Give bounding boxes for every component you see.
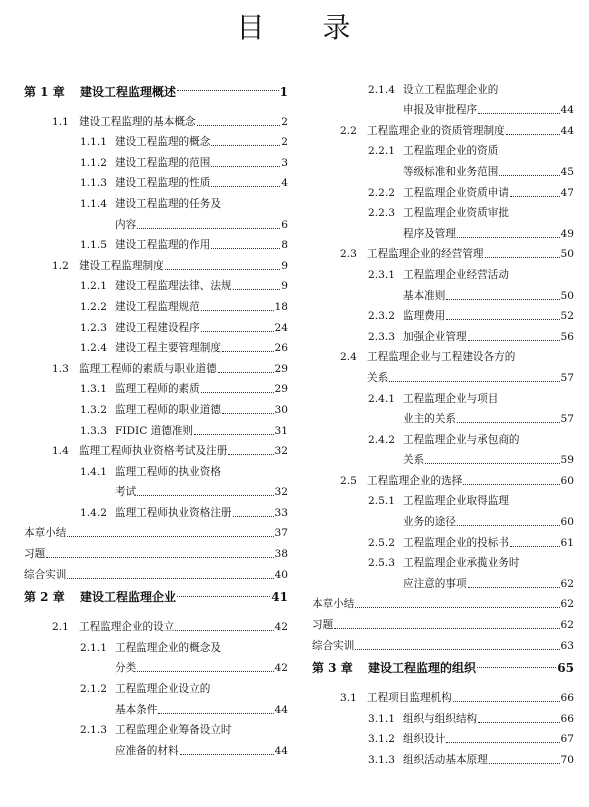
toc-page-number: 57	[560, 371, 574, 384]
toc-entry-number: 2.2	[340, 124, 357, 137]
toc-entry	[312, 282, 574, 303]
toc-entry-title: 建设工程监理制度	[79, 259, 164, 272]
toc-page-number: 57	[560, 413, 574, 426]
toc-entry	[312, 426, 574, 447]
toc-entry	[312, 685, 574, 706]
toc-entry-title: 组织设计	[403, 733, 446, 746]
toc-entry-title: 建设工程监理的组织	[368, 661, 477, 676]
toc-entry	[24, 232, 288, 253]
toc-dot-leader	[177, 596, 270, 597]
toc-entry	[24, 252, 288, 273]
toc-dot-leader	[506, 134, 560, 135]
toc-page-number: 62	[560, 577, 574, 590]
toc-page-number: 40	[274, 568, 288, 581]
toc-dot-leader	[194, 434, 273, 435]
toc-entry	[312, 488, 574, 509]
toc-entry	[312, 138, 574, 159]
toc-entry	[24, 376, 288, 397]
toc-dot-leader	[218, 372, 274, 373]
toc-entry-number: 2.3.3	[368, 330, 395, 343]
toc-entry-number: 1.2.2	[80, 300, 107, 313]
toc-entry-title: 综合实训	[24, 568, 67, 581]
toc-entry-title: 业务的途径	[403, 516, 456, 529]
toc-page-number: 8	[281, 239, 288, 252]
toc-entry-title: 工程监理企业的资质	[403, 145, 499, 158]
toc-entry	[312, 158, 574, 179]
toc-dot-leader	[201, 310, 274, 311]
toc-entry-number: 3.1.2	[368, 733, 395, 746]
toc-dot-leader	[510, 196, 560, 197]
toc-entry	[24, 561, 288, 582]
toc-entry	[24, 614, 288, 635]
toc-entry-number: 2.4.1	[368, 392, 395, 405]
toc-entry	[312, 323, 574, 344]
toc-entry-title: 监理工程师执业资格考试及注册	[79, 445, 228, 458]
toc-entry-title: 工程监理企业设立的	[115, 683, 211, 696]
toc-entry-title: 建设工程监理的性质	[115, 177, 211, 190]
toc-page-number: 38	[274, 548, 288, 561]
toc-entry-number: 1.4	[52, 445, 69, 458]
toc-entry-number: 1.2.4	[80, 342, 107, 355]
toc-dot-leader	[137, 671, 273, 672]
toc-entry-title: 设立工程监理企业的	[403, 83, 499, 96]
toc-page-number: 18	[274, 300, 288, 313]
toc-entry-number: 1.1.3	[80, 177, 107, 190]
toc-dot-leader	[457, 237, 560, 238]
toc-entry-number: 2.2.3	[368, 207, 395, 220]
toc-entry-title: 工程监理企业的设立	[79, 621, 175, 634]
toc-entry-number: 3.1	[340, 692, 357, 705]
toc-entry-number: 1.1.1	[80, 136, 107, 149]
toc-dot-leader	[197, 125, 281, 126]
toc-entry-number: 1.4.1	[80, 465, 107, 478]
toc-page-number: 62	[560, 598, 574, 611]
toc-entry	[312, 705, 574, 726]
toc-entry	[312, 508, 574, 529]
toc-entry-number: 1.1.5	[80, 239, 107, 252]
toc-entry-title: 建设工程监理的范围	[115, 156, 211, 169]
toc-entry-title: 监理工程师的素质	[115, 383, 200, 396]
toc-entry-title: 本章小结	[24, 527, 67, 540]
toc-page-number: 61	[560, 536, 574, 549]
toc-entry	[24, 717, 288, 738]
toc-entry-title: 工程监理企业的概念及	[115, 641, 221, 654]
toc-page-number: 63	[560, 639, 574, 652]
toc-entry-title: 工程监理企业资质审批	[403, 207, 509, 220]
toc-dot-leader	[158, 713, 273, 714]
toc-left-column	[24, 76, 288, 758]
toc-entry-number: 2.1	[52, 621, 69, 634]
toc-entry	[24, 540, 288, 561]
toc-page-number: 32	[274, 445, 288, 458]
toc-entry-number: 1.3	[52, 362, 69, 375]
toc-entry-title: 监理工程师的素质与职业道德	[79, 362, 217, 375]
toc-page-number: 24	[274, 321, 288, 334]
toc-entry-title: 监理工程师的执业资格	[115, 465, 221, 478]
toc-entry	[24, 211, 288, 232]
toc-entry-number: 1.1.2	[80, 156, 107, 169]
toc-entry-title: 建设工程监理的基本概念	[79, 115, 196, 128]
toc-dot-leader	[355, 607, 559, 608]
toc-entry	[312, 385, 574, 406]
toc-entry-number: 2.2.1	[368, 145, 395, 158]
toc-entry-title: 工程监理企业取得监理	[403, 495, 509, 508]
toc-entry-title: 监理工程师的职业道德	[115, 403, 221, 416]
toc-entry-title: 工程监理企业资质申请	[403, 186, 509, 199]
toc-dot-leader	[211, 166, 280, 167]
toc-entry-number: 2.5.2	[368, 536, 395, 549]
toc-page-number: 44	[274, 744, 288, 757]
toc-dot-leader	[137, 228, 280, 229]
toc-entry	[312, 76, 574, 97]
toc-entry	[24, 108, 288, 129]
toc-entry	[24, 293, 288, 314]
toc-page-number: 49	[560, 227, 574, 240]
toc-page-number: 2	[281, 136, 288, 149]
toc-entry-title: 综合实训	[312, 639, 355, 652]
toc-dot-leader	[485, 257, 560, 258]
toc-dot-leader	[446, 299, 559, 300]
toc-entry	[24, 634, 288, 655]
toc-entry	[24, 314, 288, 335]
toc-dot-leader	[468, 587, 560, 588]
toc-entry-number: 2.4	[340, 351, 357, 364]
toc-page-number: 2	[281, 115, 288, 128]
toc-entry-number: 第 1 章	[24, 84, 65, 99]
toc-entry-title: 工程监理企业的资质管理制度	[367, 124, 505, 137]
toc-dot-leader	[425, 463, 559, 464]
toc-entry-number: 2.1.2	[80, 683, 107, 696]
toc-page-number: 62	[560, 619, 574, 632]
toc-dot-leader	[211, 145, 280, 146]
toc-page-number: 29	[274, 383, 288, 396]
toc-entry-number: 1.3.1	[80, 383, 107, 396]
toc-entry-title: 建设工程主要管理制度	[115, 342, 221, 355]
toc-entry-title: 分类	[115, 662, 137, 675]
toc-entry-title: 基本条件	[115, 703, 158, 716]
toc-entry-number: 2.1.3	[80, 724, 107, 737]
toc-entry	[24, 655, 288, 676]
toc-page-number: 67	[560, 733, 574, 746]
toc-page-number: 66	[560, 692, 574, 705]
toc-page-number: 66	[560, 712, 574, 725]
toc-entry	[312, 550, 574, 571]
toc-entry-title: 习题	[312, 619, 334, 632]
toc-page-number: 26	[274, 342, 288, 355]
title-char-2: 录	[322, 11, 353, 44]
toc-dot-leader	[201, 392, 274, 393]
toc-entry	[24, 273, 288, 294]
toc-entry	[24, 129, 288, 150]
toc-entry	[24, 675, 288, 696]
toc-entry	[312, 364, 574, 385]
toc-entry-title: 等级标准和业务范围	[403, 165, 499, 178]
toc-entry-title: 建设工程监理企业	[80, 590, 177, 605]
toc-entry-number: 3.1.3	[368, 754, 395, 766]
toc-entry-title: 工程监理企业承揽业务时	[403, 557, 520, 570]
toc-entry	[24, 737, 288, 758]
toc-entry-title: 应准备的材料	[115, 744, 179, 757]
toc-entry	[24, 499, 288, 520]
toc-page-number: 56	[560, 330, 574, 343]
toc-entry-title: 组织活动基本原理	[403, 754, 488, 766]
toc-page-number: 33	[274, 506, 288, 519]
toc-dot-leader	[355, 649, 559, 650]
toc-page-number: 3	[281, 156, 288, 169]
toc-entry-title: 工程监理企业经营活动	[403, 268, 509, 281]
toc-entry-title: 关系	[367, 371, 389, 384]
toc-entry-title: 本章小结	[312, 598, 355, 611]
toc-entry	[312, 726, 574, 747]
toc-entry	[24, 355, 288, 376]
toc-entry	[312, 529, 574, 550]
toc-entry-number: 2.5.1	[368, 495, 395, 508]
toc-dot-leader	[463, 484, 559, 485]
toc-dot-leader	[446, 319, 559, 320]
toc-entry-title: 习题	[24, 548, 46, 561]
toc-entry-number: 第 2 章	[24, 590, 65, 605]
toc-dot-leader	[334, 628, 559, 629]
toc-page-number: 70	[560, 754, 574, 766]
toc-entry-number: 2.3.2	[368, 310, 395, 323]
toc-dot-leader	[201, 331, 274, 332]
toc-entry-number: 1.3.3	[80, 424, 107, 437]
toc-page-number: 37	[274, 527, 288, 540]
toc-entry-number: 2.3	[340, 248, 357, 261]
toc-entry-title: 业主的关系	[403, 413, 456, 426]
toc-entry	[312, 653, 574, 685]
toc-entry-title: 程序及管理	[403, 227, 456, 240]
toc-page-number: 50	[560, 248, 574, 261]
toc-entry-number: 2.5	[340, 474, 357, 487]
toc-entry-number: 1.4.2	[80, 506, 107, 519]
toc-entry-number: 2.1.1	[80, 641, 107, 654]
toc-entry-title: 考试	[115, 486, 137, 499]
toc-entry-title: 应注意的事项	[403, 577, 467, 590]
toc-entry-title: 建设工程监理的任务及	[115, 197, 221, 210]
toc-entry-title: 工程监理企业的投标书	[403, 536, 509, 549]
toc-dot-leader	[499, 175, 559, 176]
toc-entry	[24, 417, 288, 438]
toc-dot-leader	[468, 340, 560, 341]
toc-entry-title: 工程监理企业的经营管理	[367, 248, 484, 261]
toc-page-number: 44	[560, 104, 574, 117]
page-title	[0, 6, 589, 46]
toc-entry	[312, 467, 574, 488]
toc-dot-leader	[457, 422, 560, 423]
toc-page-number: 9	[281, 259, 288, 272]
toc-entry-title: 建设工程监理概述	[80, 84, 177, 99]
toc-dot-leader	[478, 113, 559, 114]
toc-dot-leader	[165, 269, 281, 270]
toc-dot-leader	[222, 351, 274, 352]
toc-dot-leader	[477, 667, 556, 668]
toc-entry	[312, 406, 574, 427]
toc-entry-number: 1.2	[52, 259, 69, 272]
toc-page-number: 44	[560, 124, 574, 137]
toc-entry	[312, 200, 574, 221]
toc-entry	[312, 570, 574, 591]
toc-page-number: 41	[271, 590, 288, 605]
toc-entry-title: 工程监理企业的选择	[367, 474, 463, 487]
toc-entry	[312, 117, 574, 138]
toc-entry	[312, 591, 574, 612]
toc-entry	[24, 335, 288, 356]
toc-dot-leader	[478, 722, 559, 723]
toc-dot-leader	[175, 630, 273, 631]
toc-entry-title: 建设工程监理法律、法规	[115, 280, 232, 293]
toc-entry-title: 加强企业管理	[403, 330, 467, 343]
toc-dot-leader	[446, 742, 559, 743]
toc-dot-leader	[46, 557, 273, 558]
toc-page-number: 45	[560, 165, 574, 178]
toc-entry	[24, 479, 288, 500]
toc-entry	[312, 447, 574, 468]
toc-page-number: 47	[560, 186, 574, 199]
toc-dot-leader	[510, 546, 560, 547]
toc-entry	[312, 303, 574, 324]
toc-entry	[312, 97, 574, 118]
toc-dot-leader	[453, 701, 560, 702]
toc-entry	[312, 632, 574, 653]
toc-entry-number: 1.3.2	[80, 403, 107, 416]
toc-page-number: 29	[274, 362, 288, 375]
toc-page-number: 59	[560, 454, 574, 467]
toc-dot-leader	[228, 454, 273, 455]
toc-entry	[24, 76, 288, 108]
toc-page-number: 42	[274, 621, 288, 634]
toc-entry-number: 1.2.3	[80, 321, 107, 334]
toc-page-number: 65	[557, 661, 574, 676]
toc-entry	[312, 344, 574, 365]
toc-entry-title: 组织与组织结构	[403, 712, 478, 725]
toc-entry-title: 工程监理企业与项目	[403, 392, 499, 405]
toc-dot-leader	[489, 763, 560, 764]
toc-entry-title: 工程监理企业筹备设立时	[115, 724, 232, 737]
toc-dot-leader	[211, 186, 280, 187]
toc-entry-title: 工程监理企业与工程建设各方的	[367, 351, 516, 364]
toc-entry-title: 关系	[403, 454, 425, 467]
toc-entry-number: 2.2.2	[368, 186, 395, 199]
toc-entry	[24, 696, 288, 717]
toc-page-number: 31	[274, 424, 288, 437]
toc-entry	[24, 149, 288, 170]
toc-entry-number: 2.4.2	[368, 433, 395, 446]
toc-entry	[312, 611, 574, 632]
toc-dot-leader	[177, 90, 279, 91]
toc-dot-leader	[457, 525, 560, 526]
toc-page-number: 4	[281, 177, 288, 190]
toc-page-number: 60	[560, 474, 574, 487]
toc-dot-leader	[137, 495, 273, 496]
toc-entry-title: 建设工程监理的概念	[115, 136, 211, 149]
toc-page-number: 9	[281, 280, 288, 293]
toc-page-number: 32	[274, 486, 288, 499]
toc-entry-number: 1.2.1	[80, 280, 107, 293]
toc-page-number: 50	[560, 289, 574, 302]
toc-dot-leader	[222, 413, 274, 414]
toc-entry	[24, 438, 288, 459]
toc-dot-leader	[389, 381, 559, 382]
toc-page-number: 52	[560, 310, 574, 323]
toc-dot-leader	[180, 754, 274, 755]
toc-page-number: 42	[274, 662, 288, 675]
toc-entry	[312, 241, 574, 262]
toc-entry-number: 1.1	[52, 115, 69, 128]
toc-dot-leader	[211, 248, 280, 249]
toc-page-number: 1	[279, 84, 288, 99]
toc-entry	[312, 261, 574, 282]
toc-entry	[24, 190, 288, 211]
toc-entry-title: 基本准则	[403, 289, 446, 302]
toc-page-number: 60	[560, 516, 574, 529]
toc-entry-title: 建设工程监理规范	[115, 300, 200, 313]
toc-entry	[24, 458, 288, 479]
toc-right-column	[312, 76, 574, 767]
toc-entry-number: 2.5.3	[368, 557, 395, 570]
toc-entry-number: 第 3 章	[312, 661, 353, 676]
toc-dot-leader	[233, 289, 281, 290]
toc-dot-leader	[67, 578, 273, 579]
toc-page-number: 30	[274, 403, 288, 416]
toc-entry	[312, 746, 574, 767]
toc-entry	[24, 582, 288, 614]
toc-entry-title: FIDIC 道德准则	[115, 424, 194, 437]
toc-entry	[312, 179, 574, 200]
toc-entry-title: 申报及审批程序	[403, 104, 478, 117]
toc-entry-title: 监理工程师执业资格注册	[115, 506, 232, 519]
toc-entry-number: 1.1.4	[80, 197, 107, 210]
toc-entry-number: 2.3.1	[368, 268, 395, 281]
toc-entry-number: 3.1.1	[368, 712, 395, 725]
toc-page-number: 6	[281, 218, 288, 231]
toc-entry-title: 建设工程监理的作用	[115, 239, 211, 252]
toc-dot-leader	[67, 536, 273, 537]
toc-entry-title: 内容	[115, 218, 137, 231]
toc-entry-title: 监理费用	[403, 310, 446, 323]
toc-entry-title: 工程监理企业与承包商的	[403, 433, 520, 446]
toc-entry	[24, 170, 288, 191]
toc-entry-title: 工程项目监理机构	[367, 692, 452, 705]
toc-entry-number: 2.1.4	[368, 83, 395, 96]
title-char-1: 目	[236, 11, 267, 44]
toc-entry	[24, 520, 288, 541]
toc-entry-title: 建设工程建设程序	[115, 321, 200, 334]
toc-entry	[24, 396, 288, 417]
toc-page-number: 44	[274, 703, 288, 716]
toc-dot-leader	[233, 516, 274, 517]
toc-entry	[312, 220, 574, 241]
